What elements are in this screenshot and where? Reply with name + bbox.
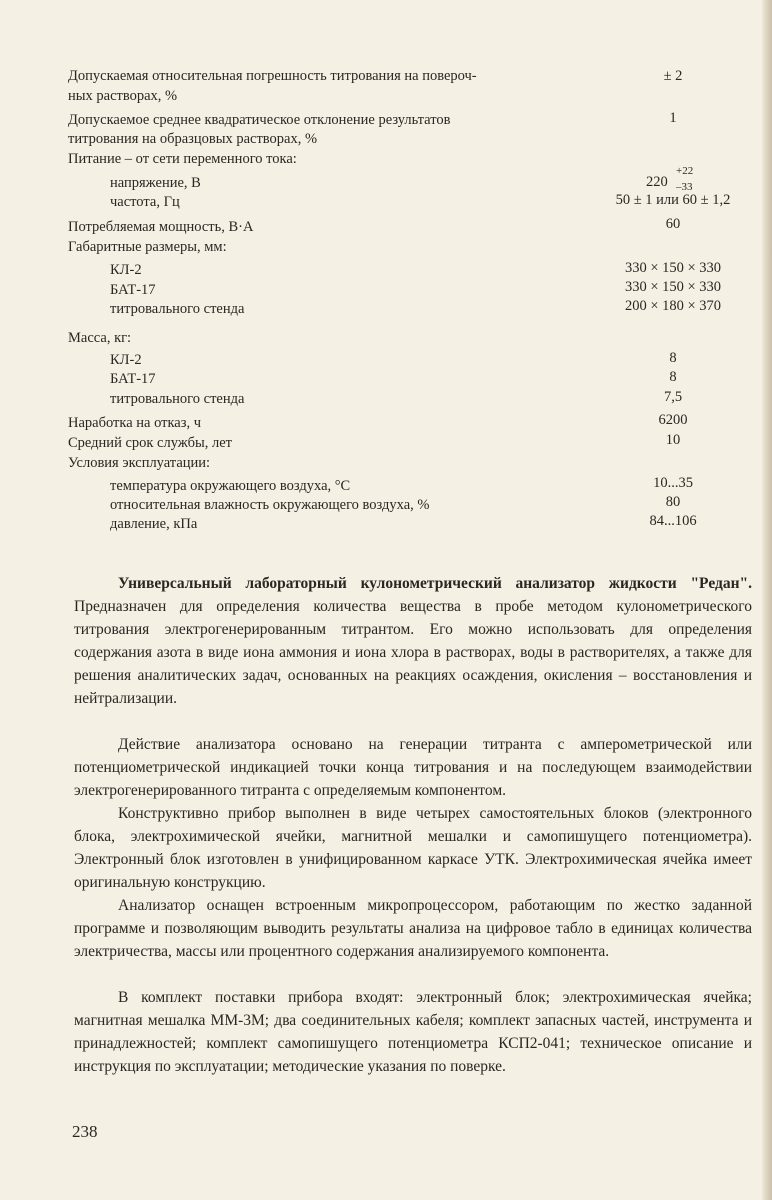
humidity-label: относительная влажность окружающего воздуха, %: [110, 497, 430, 513]
dimensions-label: Габаритные размеры, мм:: [68, 239, 227, 255]
std-dev-label-line1: Допускаемое среднее квадратическое отклонение результатов: [68, 112, 451, 128]
mass-bat17-label: БАТ-17: [110, 371, 156, 387]
rel-error-label-line1: Допускаемая относительная погрешность титрования на повероч-: [68, 68, 477, 84]
std-dev-value: 1: [669, 110, 677, 126]
rel-error-label-line2: ных растворах, %: [68, 88, 178, 104]
humidity-value: 80: [665, 494, 681, 510]
paragraph-redan-intro: [74, 572, 752, 710]
temperature-value: 10...35: [653, 475, 693, 491]
pressure-label: давление, кПа: [110, 516, 198, 532]
rel-error-value: ± 2: [663, 68, 683, 84]
pressure-value: 84...106: [649, 513, 697, 529]
temperature-label: температура окружающего воздуха, °С: [110, 478, 351, 494]
voltage-tolerance-plus: +22: [676, 165, 694, 177]
page-number: 238: [72, 1122, 98, 1141]
voltage-value: 220: [646, 174, 668, 190]
paragraph-operating-principle: Действие анализатора основано на генерации титранта с амперометрической или потенциометрической индикацией точки конца титрования и на последующем взаимодействии электрогенерированного титранта с определяемым компонентом.: [74, 736, 752, 799]
mtbf-label: Наработка на отказ, ч: [68, 415, 201, 431]
mass-stand-value: 7,5: [663, 389, 683, 405]
service-life-label: Средний срок службы, лет: [68, 435, 232, 451]
dim-stand-label: титровального стенда: [110, 301, 245, 317]
mass-kl2-value: 8: [669, 350, 677, 366]
consumption-value: 60: [665, 216, 681, 232]
mtbf-value: 6200: [658, 412, 688, 428]
service-life-value: 10: [665, 432, 681, 448]
dim-kl2-label: КЛ-2: [110, 262, 142, 278]
paragraph-construction: Конструктивно прибор выполнен в виде четырех самостоятельных блоков (электронного блока, электрохимической ячейки, магнитной мешалки и самопишущего потенциометра). Электронный блок изготовлен в унифицированном каркасе УТК. Электрохимическая ячейка имеет оригинальную конструкцию.: [74, 805, 752, 891]
specifications-table: [0, 0, 772, 560]
mass-kl2-label: КЛ-2: [110, 352, 142, 368]
redan-title: Универсальный лабораторный кулонометрический анализатор жидкости "Редан".: [118, 575, 752, 592]
paragraph-microprocessor: Анализатор оснащен встроенным микропроцессором, работающим по жестко заданной программе и позволяющим выводить результаты анализа на цифровое табло в единицах количества электричества, массы или процентного содержания анализируемого компонента.: [74, 897, 752, 960]
power-label: Питание – от сети переменного тока:: [68, 151, 297, 167]
dim-stand-value: 200 × 180 × 370: [624, 298, 722, 314]
dim-bat17-value: 330 × 150 × 330: [624, 279, 722, 295]
frequency-label: частота, Гц: [110, 194, 180, 210]
std-dev-label-line2: титрования на образцовых растворах, %: [68, 131, 318, 147]
voltage-tolerance-minus: –33: [676, 181, 693, 193]
mass-bat17-value: 8: [669, 369, 677, 385]
mass-label: Масса, кг:: [68, 330, 132, 346]
frequency-value: 50 ± 1 или 60 ± 1,2: [615, 192, 731, 208]
consumption-label: Потребляемая мощность, В·А: [68, 219, 254, 235]
conditions-label: Условия эксплуатации:: [68, 455, 211, 471]
dim-bat17-label: БАТ-17: [110, 282, 156, 298]
dim-kl2-value: 330 × 150 × 330: [624, 260, 722, 276]
voltage-label: напряжение, В: [110, 175, 201, 191]
mass-stand-label: титровального стенда: [110, 391, 245, 407]
redan-intro-text: Предназначен для определения количества вещества в пробе методом кулонометрического титрования электрогенерированным титрантом. Его можно использовать для определения содержания азота в виде иона аммония и иона хлора в растворах, воды в растворителях, а также для решения аналитических задач, основанных на реакциях осаждения, окисления – восстановления и нейтрализации.: [74, 598, 752, 707]
paragraph-delivery-set: В комплект поставки прибора входят: электронный блок; электрохимическая ячейка; магнитная мешалка ММ-3М; два соединительных кабеля; комплект запасных частей, инструмента и принадлежностей; комплект самопишущего потенциометра КСП2-041; техническое описание и инструкция по эксплуатации; методические указания по поверке.: [74, 989, 752, 1075]
